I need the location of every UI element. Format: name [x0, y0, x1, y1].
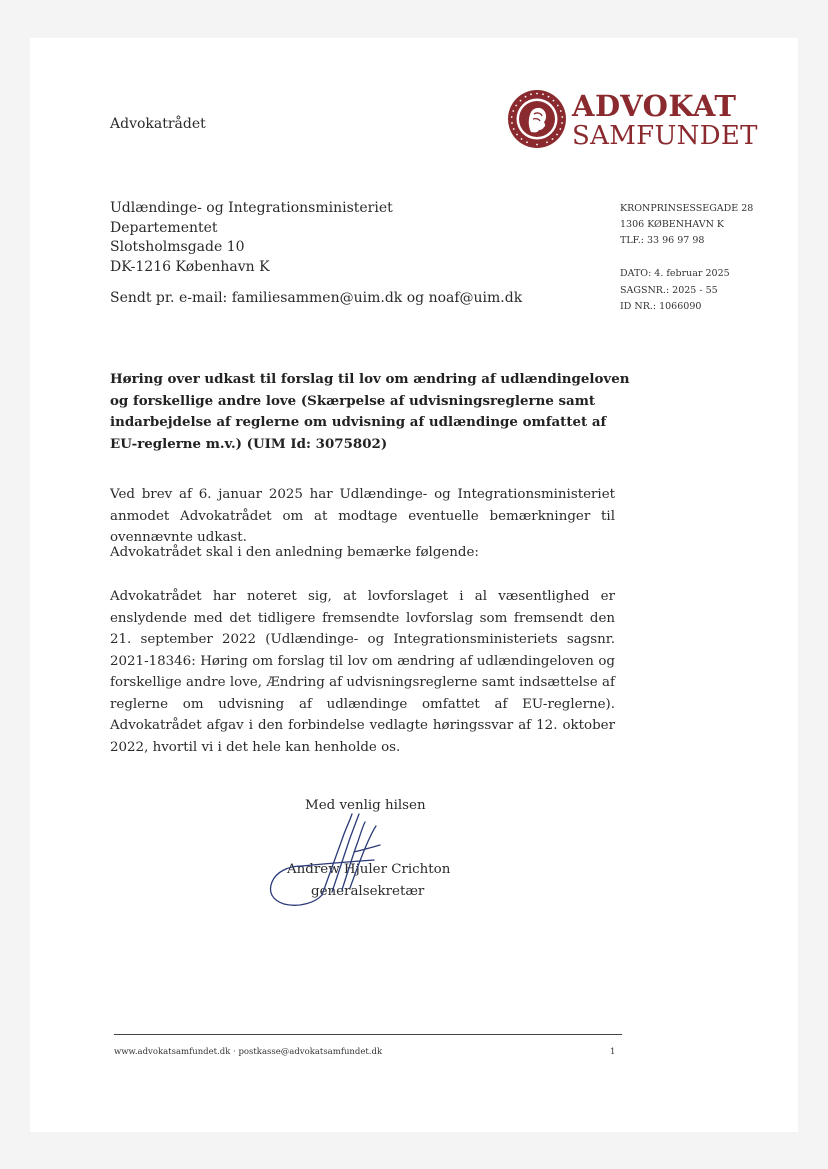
subject-heading: Høring over udkast til forslag til lov om ændring af udlændingeloven og forskellige andre love (Skærpelse af udvisningsreglerne samt indarbejdelse af reglerne om udvisning af udlændinge omfattet af EU-reglerne m.v.) (UIM Id: 3075802) [110, 371, 630, 452]
case-number: SAGSNR.: 2025 - 55 [620, 284, 718, 296]
recipient-line: Udlændinge- og Integrationsministeriet [110, 200, 393, 216]
recipient-line: Departementet [110, 219, 218, 236]
recipient-address [110, 199, 393, 277]
body-paragraph: Advokatrådet har noteret sig, at lovforslaget i al væsentlighed er enslydende med det tidligere fremsendte lovforslag som fremsendt den 21. september 2022 (Udlændinge- og Integrationsministeriets sagsnr. 2021-18346: Høring om forslag til lov om ændring af udlændingeloven og forskellige andre love, Ændring af udvisningsreglerne samt indsættelse af reglerne om udvisning af udlændinge omfattet af EU-reglerne). Advokatrådet afgav i den forbindelse vedlagte høringssvar af 12. oktober 2022, hvortil vi i det hele kan henholde os. [110, 589, 615, 755]
logo-line-1: ADVOKAT [572, 89, 737, 123]
footer-divider [114, 1034, 622, 1035]
letter-date: DATO: 4. februar 2025 [620, 268, 730, 279]
recipient-line: Slotsholmsgade 10 [110, 239, 245, 255]
meta-block [620, 266, 730, 316]
signatory-name: Andrew Hjuler Crichton [287, 862, 451, 877]
footer-contact: www.advokatsamfundet.dk · postkasse@advokatsamfundet.dk [114, 1047, 383, 1057]
body-paragraph: Ved brev af 6. januar 2025 har Udlændinge- og Integrationsministeriet anmodet Advokatrådet om at modtage eventuelle bemærkninger til ovennævnte udkast. [110, 487, 615, 545]
body-paragraph: Advokatrådet skal i den anledning bemærke følgende: [110, 545, 479, 560]
closing: Med venlig hilsen [305, 798, 426, 813]
advokatsamfundet-logo [506, 86, 756, 166]
signatory-title: generalsekretær [311, 884, 425, 899]
contact-phone: TLF.: 33 96 97 98 [620, 235, 705, 246]
logo-wordmark [572, 89, 758, 151]
contact-city: 1306 KØBENHAVN K [620, 219, 725, 230]
email-line: Sendt pr. e-mail: familiesammen@uim.dk og noaf@uim.dk [110, 290, 523, 306]
page-number: 1 [610, 1047, 616, 1057]
sender-name: Advokatrådet [110, 116, 206, 132]
logo-line-2: SAMFUNDET [572, 121, 758, 151]
seal-icon [506, 88, 568, 150]
id-number: ID NR.: 1066090 [620, 301, 702, 312]
recipient-line: DK-1216 København K [110, 258, 270, 275]
handwritten-signature [262, 800, 412, 910]
contact-block [620, 201, 753, 249]
contact-street: KRONPRINSESSEGADE 28 [620, 203, 754, 214]
